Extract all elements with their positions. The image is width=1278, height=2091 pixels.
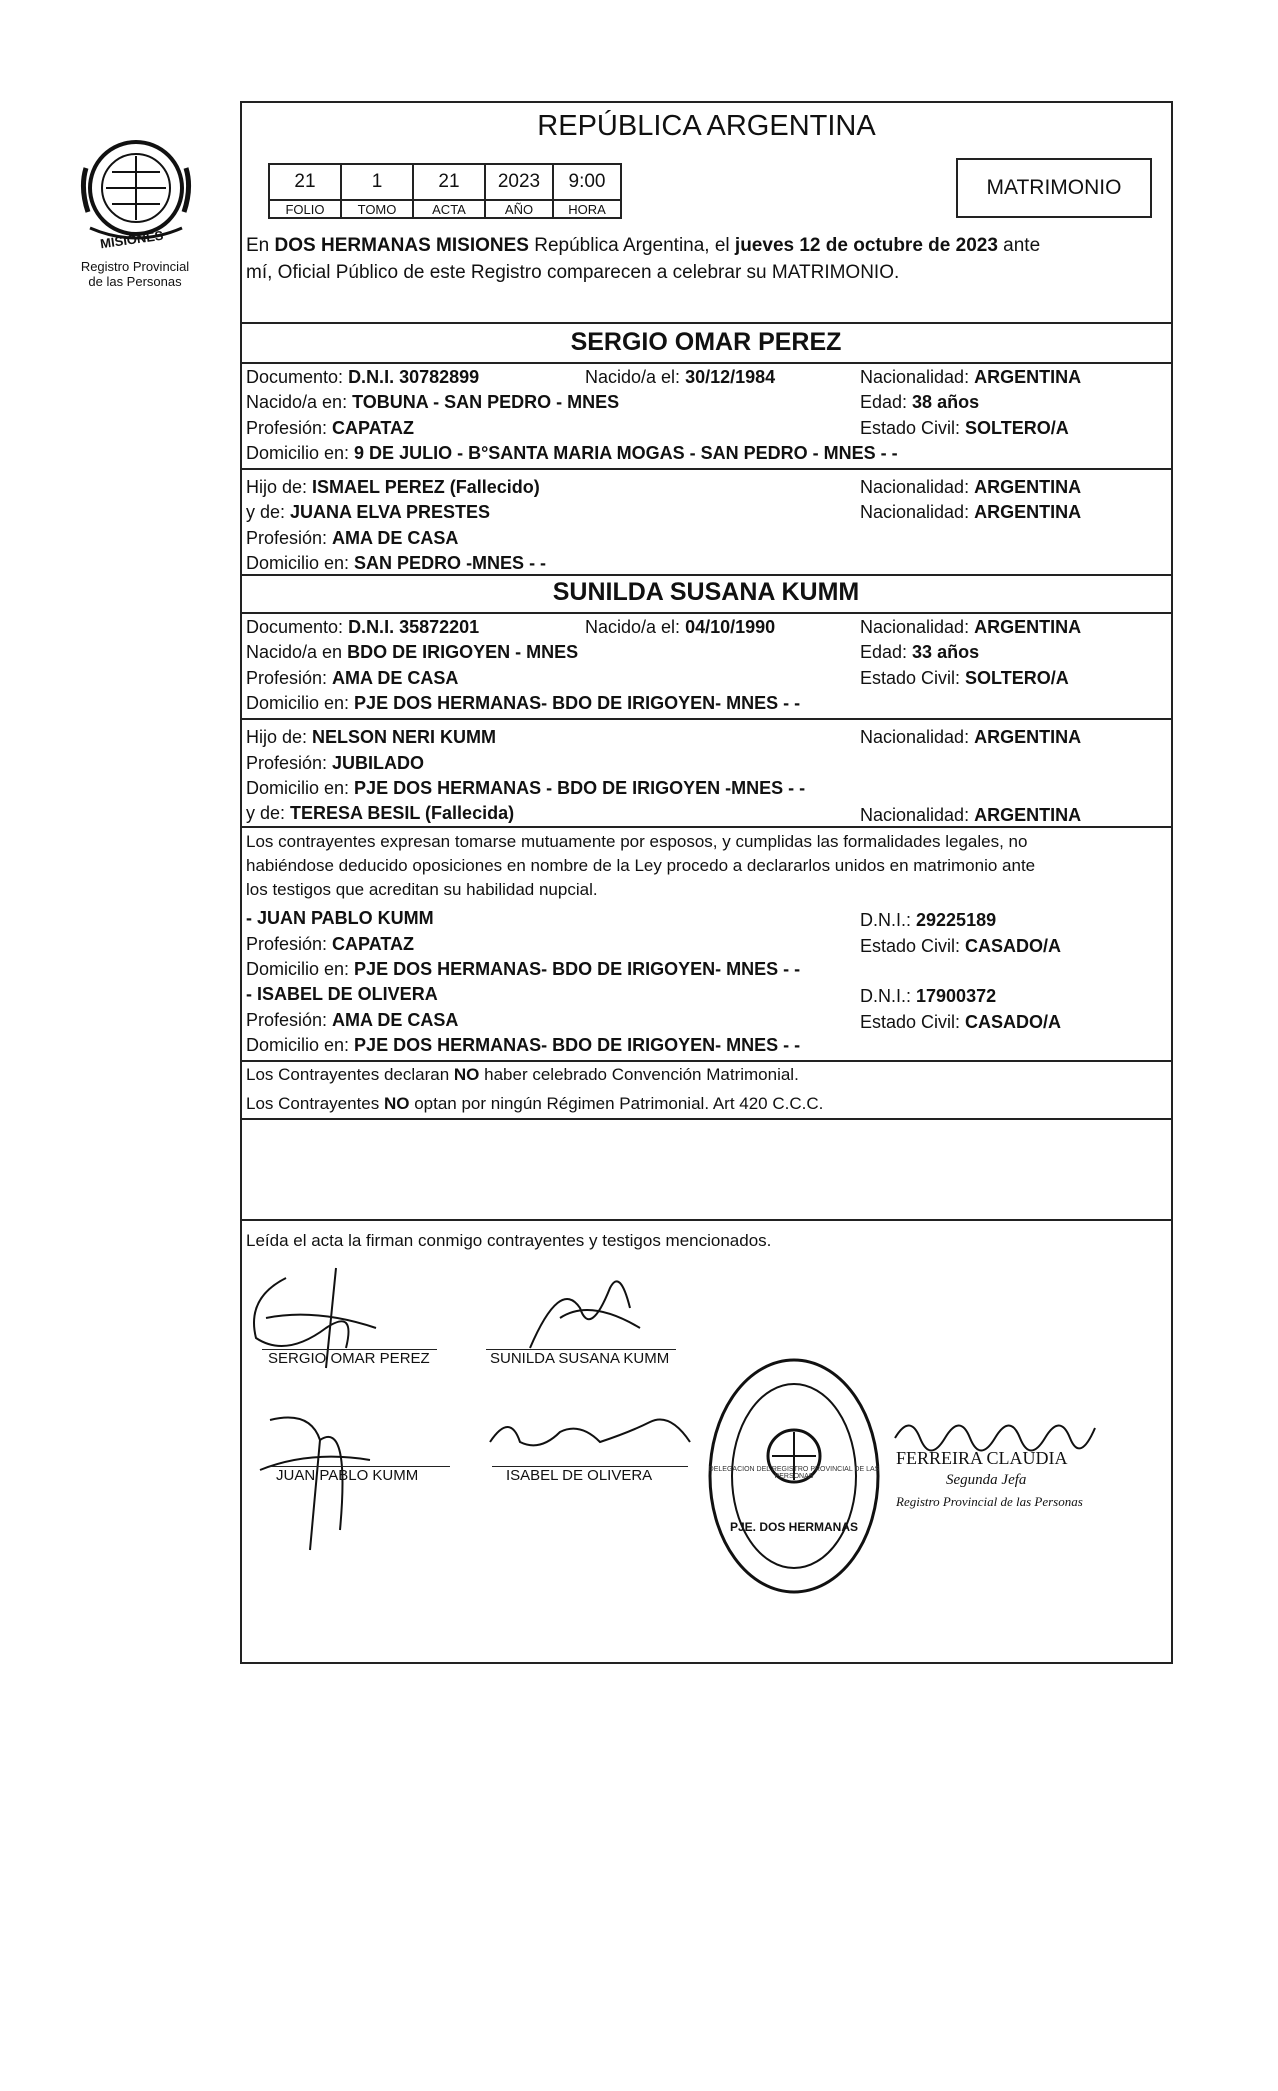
field-label: Edad: [860,642,913,662]
field-label: Domicilio en: [246,553,355,573]
groom-mother-nationality [860,501,1081,523]
field-value: TOBUNA - SAN PEDRO - MNES [352,392,620,412]
field-value: 33 años [912,642,980,662]
agreement-text: haber celebrado Convención Matrimonial. [479,1065,799,1084]
agreement-text: Los Contrayentes [246,1094,384,1113]
field-label: Nacido/a el: [585,367,686,387]
field-label: Documento: [246,617,349,637]
groom-parents-address [246,552,546,574]
field-label: y de: [246,502,291,522]
document-title: REPÚBLICA ARGENTINA [537,110,876,142]
groom-birth-place [246,391,619,413]
folio-label: FOLIO [269,200,341,218]
signature-2 [500,1268,660,1354]
witness-2-civil-status [860,1011,1061,1033]
field-label: Domicilio en: [246,1035,355,1055]
field-label: Profesión: [246,753,333,773]
groom-father-nationality [860,476,1081,498]
field-value: D.N.I. 35872201 [348,617,480,637]
acta-label: ACTA [413,200,485,218]
groom-age [860,391,979,413]
field-value: D.N.I. 30782899 [348,367,480,387]
bride-mother [246,802,514,824]
field-value: ARGENTINA [974,477,1082,497]
section-divider [240,468,1173,470]
field-value: 9 DE JULIO - B°SANTA MARIA MOGAS - SAN PEDRO - MNES - - [354,443,898,463]
field-label: D.N.I.: [860,986,917,1006]
stamp-place: PJE. DOS HERMANAS [729,1520,859,1534]
field-label: Nacido/a en [246,642,348,662]
field-label: Nacionalidad: [860,805,975,825]
field-value: CASADO/A [965,936,1062,956]
field-label: Estado Civil: [860,668,966,688]
field-label: Hijo de: [246,477,313,497]
signature-4-name: ISABEL DE OLIVERA [506,1467,653,1484]
section-divider [240,612,1173,614]
field-label: Profesión: [246,418,333,438]
intro-line-1 [246,235,1040,257]
official-name: FERREIRA CLAUDIA [896,1448,1068,1468]
logo-caption-line: de las Personas [88,274,182,289]
field-label: Estado Civil: [860,936,966,956]
agreement-emphasis: NO [453,1065,480,1084]
field-value: PJE DOS HERMANAS - BDO DE IRIGOYEN -MNES - - [354,778,806,798]
field-label: Hijo de: [246,727,313,747]
intro-text: En [246,235,275,256]
intro-text: ante [997,235,1041,256]
groom-address [246,442,898,464]
agreement-text: Los Contrayentes declaran [246,1065,454,1084]
tomo-label: TOMO [341,200,413,218]
bride-father-address [246,777,805,799]
bride-mother-nationality [860,804,1081,826]
signature-1-name: SERGIO OMAR PEREZ [268,1350,430,1367]
field-value: AMA DE CASA [332,1010,459,1030]
field-value: CAPATAZ [332,418,415,438]
field-value: 29225189 [916,910,997,930]
field-value: 38 años [912,392,980,412]
field-label: Domicilio en: [246,778,355,798]
field-value: CASADO/A [965,1012,1062,1032]
field-label: Nacionalidad: [860,502,975,522]
bride-father [246,726,496,748]
field-label: D.N.I.: [860,910,917,930]
field-label: Domicilio en: [246,693,355,713]
witness-1-civil-status [860,935,1061,957]
field-label: Profesión: [246,668,333,688]
bride-document [246,616,479,638]
logo-text: MISIONES [99,227,165,252]
logo-caption-line: Registro Provincial [80,259,190,274]
witness-1-name: - JUAN PABLO KUMM [246,908,434,928]
groom-profession [246,417,414,439]
section-divider [240,322,1173,324]
intro-text: República Argentina, el [528,235,735,256]
logo-caption [66,259,204,289]
agreement-emphasis: NO [383,1094,410,1113]
groom-father [246,476,540,498]
field-label: Nacido/a el: [585,617,686,637]
section-divider [240,718,1173,720]
groom-parents-profession [246,527,458,549]
hora-label: HORA [553,200,621,218]
official-org: Registro Provincial de las Personas [896,1494,1083,1509]
field-label: Documento: [246,367,349,387]
field-value: 17900372 [916,986,997,1006]
field-value: NELSON NERI KUMM [312,727,497,747]
section-divider [240,826,1173,828]
witness-1-profession [246,933,414,955]
signatures-intro: Leída el acta la firman conmigo contrayentes y testigos mencionados. [246,1231,772,1250]
bride-birth-place [246,641,578,663]
intro-date: jueves 12 de octubre de 2023 [734,235,998,256]
official-title: Segunda Jefa [946,1472,1027,1488]
field-label: Nacionalidad: [860,727,975,747]
field-value: ARGENTINA [974,805,1082,825]
field-label: y de: [246,803,291,823]
field-label: Domicilio en: [246,959,355,979]
field-label: Domicilio en: [246,443,355,463]
field-value: PJE DOS HERMANAS- BDO DE IRIGOYEN- MNES - - [354,1035,801,1055]
field-value: 04/10/1990 [685,617,776,637]
intro-place: DOS HERMANAS MISIONES [274,235,529,256]
agreement-line-1 [246,1064,799,1086]
section-divider [240,1118,1173,1120]
bride-father-nationality [860,726,1081,748]
field-value: ARGENTINA [974,367,1082,387]
anio-label: AÑO [485,200,553,218]
declaration-line: los testigos que acreditan su habilidad nupcial. [246,880,598,899]
groom-name: SERGIO OMAR PEREZ [570,328,842,356]
groom-nationality [860,366,1081,388]
witness-2-address [246,1034,800,1056]
declaration-line: Los contrayentes expresan tomarse mutuamente por esposos, y cumplidas las formalidades legales, no [246,832,1028,851]
groom-document [246,366,479,388]
declaration-line: habiéndose deducido oposiciones en nombre de la Ley procedo a declararlos unidos en matrimonio ante [246,856,1036,875]
field-label: Estado Civil: [860,1012,966,1032]
field-value: JUANA ELVA PRESTES [290,502,491,522]
intro-line-2: mí, Oficial Público de este Registro comparecen a celebrar su MATRIMONIO. [246,262,900,283]
stamp-text: DELEGACION DEL REGISTRO PROVINCIAL DE LAS PERSONAS [708,1466,880,1480]
bride-father-profession [246,752,424,774]
field-value: BDO DE IRIGOYEN - MNES [347,642,579,662]
field-value: AMA DE CASA [332,668,459,688]
field-label: Nacido/a en: [246,392,353,412]
field-value: SAN PEDRO -MNES - - [354,553,547,573]
section-divider [240,1060,1173,1062]
bride-nationality [860,616,1081,638]
bride-name: SUNILDA SUSANA KUMM [552,578,860,606]
field-label: Profesión: [246,528,333,548]
field-value: AMA DE CASA [332,528,459,548]
signature-2-name: SUNILDA SUSANA KUMM [490,1350,670,1367]
field-value: ARGENTINA [974,502,1082,522]
section-divider [240,362,1173,364]
field-value: 30/12/1984 [685,367,776,387]
field-value: ARGENTINA [974,617,1082,637]
bride-address [246,692,800,714]
record-type-box [956,158,1152,218]
witness-2-profession [246,1009,458,1031]
section-divider [240,1219,1173,1221]
field-value: ISMAEL PEREZ (Fallecido) [312,477,540,497]
acta-value: 21 [413,164,485,200]
record-type: MATRIMONIO [986,176,1122,199]
field-value: PJE DOS HERMANAS- BDO DE IRIGOYEN- MNES - - [354,693,801,713]
witness-2-name: - ISABEL DE OLIVERA [246,984,438,1004]
agreement-line-2 [246,1093,823,1115]
agreement-text: optan por ningún Régimen Patrimonial. Art 420 C.C.C. [409,1094,824,1113]
field-value: SOLTERO/A [965,668,1069,688]
field-label: Nacionalidad: [860,367,975,387]
groom-birth-date [585,366,775,388]
field-label: Nacionalidad: [860,477,975,497]
groom-mother [246,501,490,523]
witness-1-dni [860,909,996,931]
tomo-value: 1 [341,164,413,200]
field-value: SOLTERO/A [965,418,1069,438]
signature-3-name: JUAN PABLO KUMM [276,1467,419,1484]
bride-profession [246,667,458,689]
field-value: JUBILADO [332,753,425,773]
field-label: Edad: [860,392,913,412]
section-divider [240,574,1173,576]
bride-birth-date [585,616,775,638]
field-label: Profesión: [246,934,333,954]
witness-1-address [246,958,800,980]
field-label: Nacionalidad: [860,617,975,637]
folio-value: 21 [269,164,341,200]
groom-civil-status [860,417,1069,439]
record-meta-table [268,163,622,219]
signature-4 [480,1402,700,1466]
field-label: Profesión: [246,1010,333,1030]
anio-value: 2023 [485,164,553,200]
field-value: ARGENTINA [974,727,1082,747]
bride-civil-status [860,667,1069,689]
bride-age [860,641,979,663]
field-label: Estado Civil: [860,418,966,438]
field-value: PJE DOS HERMANAS- BDO DE IRIGOYEN- MNES - - [354,959,801,979]
field-value: TERESA BESIL (Fallecida) [290,803,515,823]
hora-value: 9:00 [553,164,621,200]
witness-2-dni [860,985,996,1007]
field-value: CAPATAZ [332,934,415,954]
